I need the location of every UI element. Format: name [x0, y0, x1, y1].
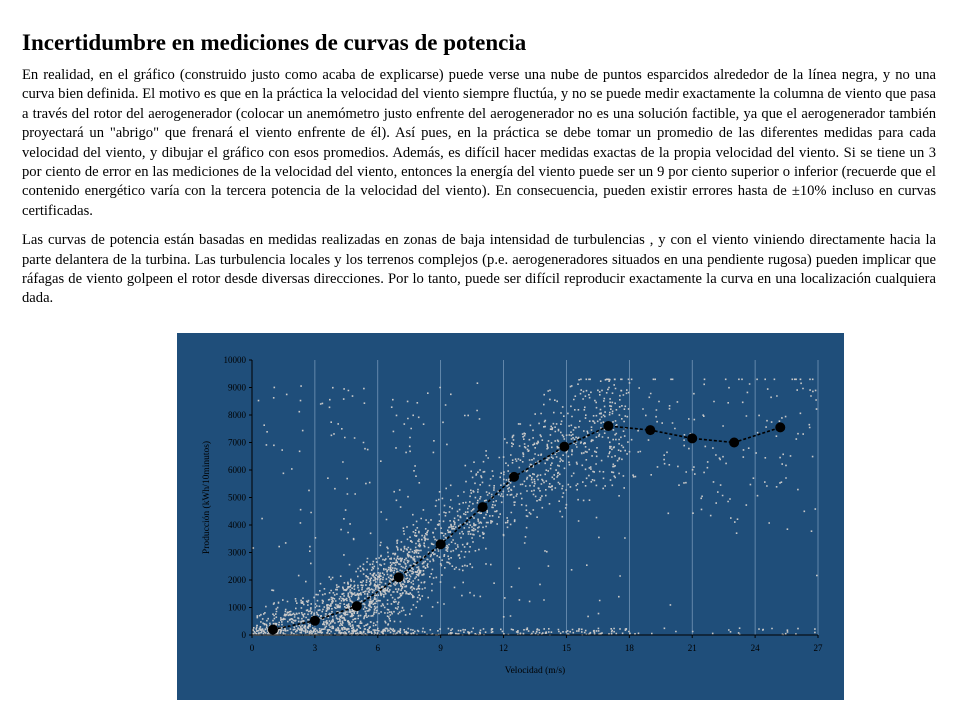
- y-tick-label: 2000: [228, 575, 246, 585]
- mean-curve-point: [645, 425, 655, 435]
- document: [22, 28, 936, 319]
- x-tick-label: 27: [813, 643, 823, 653]
- x-tick-label: 9: [438, 643, 443, 653]
- power-curve-figure: [177, 333, 844, 700]
- y-tick-label: 6000: [228, 465, 246, 475]
- y-tick-label: 1000: [228, 602, 246, 613]
- mean-curve-point: [775, 422, 785, 432]
- power-curve-chart: [177, 333, 844, 700]
- x-tick-label: 18: [624, 643, 634, 653]
- page-title: Incertidumbre en mediciones de curvas de potencia: [22, 30, 527, 55]
- x-tick-label: 24: [750, 643, 760, 653]
- mean-curve-point: [478, 502, 488, 512]
- x-tick-label: 21: [687, 643, 697, 653]
- mean-curve-point: [687, 433, 697, 443]
- x-tick-label: 15: [561, 643, 571, 653]
- x-tick-label: 6: [375, 643, 381, 653]
- paragraph-1: En realidad, en el gráfico (construido justo como acaba de explicarse) puede verse una nube de puntos esparcidos alrededor de la línea negra, y no una curva bien definida. El motivo es que en la práctica la velocidad del viento siempre fluctúa, y no se puede medir exactamente la columna de viento que pasa a través del rotor del aerogenerador (colocar un anemómetro justo enfrente del aerogenerador no es una solución factible, ya que el aerogenerador también proyectará un "abrigo" que frenará el viento enfrente de él). Así pues, en la práctica se debe tomar un promedio de las diferentes medidas para cada velocidad del viento, y dibujar el gráfico con esos promedios. Además, es difícil hacer medidas exactas de la propia velocidad del viento. Si se tiene un 3 por ciento de error en las mediciones de la velocidad del viento, entonces la energía del viento puede ser un 9 por ciento superior o inferior (recuerde que el contenido energético varía con la tercera potencia de la velocidad del viento). En consecuencia, pueden existir errores hasta de ±10% incluso en curvas certificadas.: [22, 67, 936, 219]
- x-tick-label: 3: [312, 643, 318, 653]
- chart-background: [177, 333, 844, 700]
- y-tick-label: 9000: [228, 382, 246, 393]
- y-tick-label: 3000: [228, 547, 246, 558]
- paragraph-2: Las curvas de potencia están basadas en medidas realizadas en zonas de baja intensidad de turbulencias , y con el viento viniendo directamente hacia la parte delantera de la turbina. Las turbulencia locales y los terrenos complejos (p.e. aerogeneradores situados en una pendiente rugosa) pueden implicar que ráfagas de viento golpeen el rotor desde diversas direcciones. Por lo tanto, puede ser difícil reproducir exactamente la curva en una localización cualquiera dada.: [22, 232, 936, 307]
- y-tick-label: 0: [241, 630, 246, 640]
- y-tick-label: 5000: [228, 492, 246, 503]
- y-tick-label: 10000: [223, 355, 246, 365]
- mean-curve-point: [352, 601, 362, 611]
- y-tick-label: 4000: [228, 520, 246, 530]
- mean-curve-point: [310, 616, 320, 626]
- mean-curve-point: [394, 572, 404, 582]
- mean-curve-point: [559, 442, 569, 452]
- mean-curve-point: [436, 539, 446, 549]
- y-tick-label: 7000: [228, 437, 246, 448]
- mean-curve-point: [729, 438, 739, 448]
- x-tick-label: 0: [249, 643, 255, 653]
- mean-curve-point: [509, 472, 519, 482]
- x-axis-title: Velocidad (m/s): [504, 666, 566, 676]
- mean-curve-point: [268, 625, 278, 635]
- y-axis-title: Producción (kWh/10minutos): [202, 440, 212, 555]
- x-tick-label: 12: [499, 643, 509, 653]
- mean-curve-point: [603, 421, 613, 431]
- y-tick-label: 8000: [228, 410, 246, 420]
